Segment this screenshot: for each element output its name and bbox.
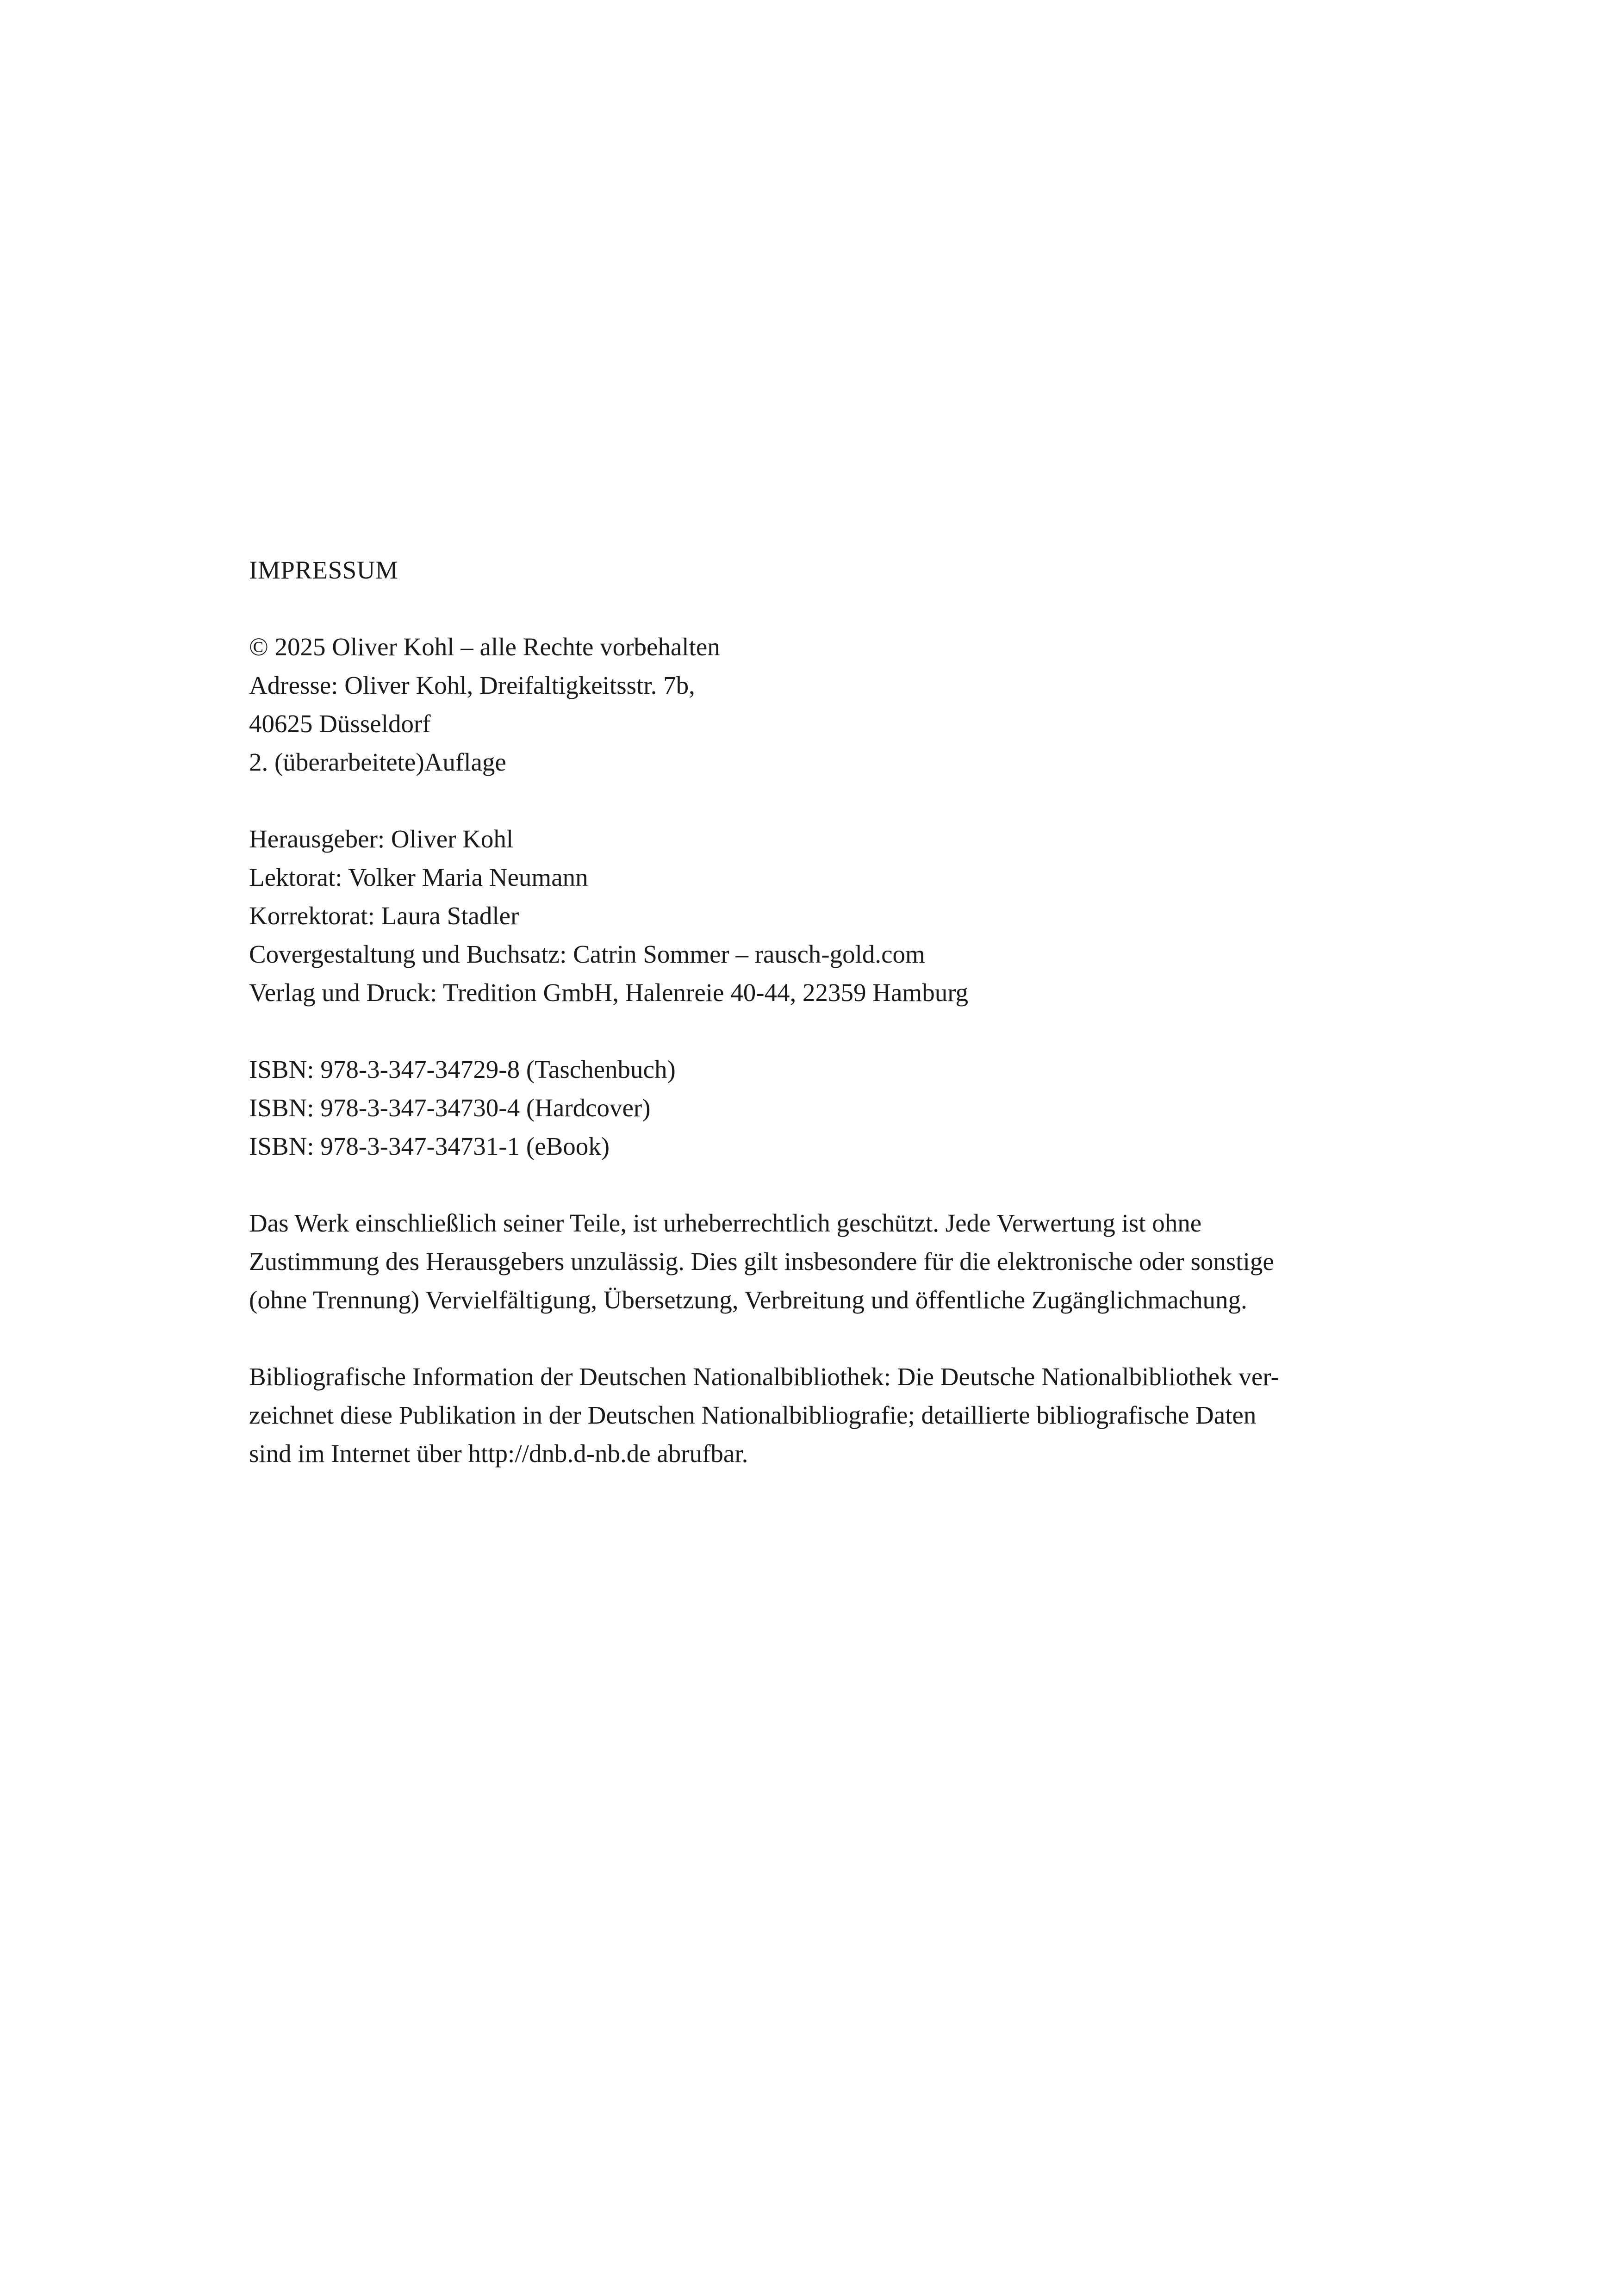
- edition-line: 2. (überarbeitete)Auflage: [249, 748, 506, 776]
- rights-line: Zustimmung des Herausgebers unzulässig. Dies gilt insbesondere für die elektronische oder sonstige: [249, 1247, 1274, 1276]
- credits-block: [249, 820, 1350, 1012]
- print-line: Verlag und Druck: Tredition GmbH, Halenreie 40-44, 22359 Hamburg: [249, 978, 969, 1007]
- isbn-hardcover: ISBN: 978-3-347-34730-4 (Hardcover): [249, 1094, 651, 1122]
- isbn-block: [249, 1050, 1350, 1165]
- copyright-block: [249, 628, 1350, 781]
- city-line: 40625 Düsseldorf: [249, 709, 431, 738]
- impressum-section: [249, 551, 1350, 1473]
- publisher-line: Herausgeber: Oliver Kohl: [249, 825, 514, 853]
- design-line: Covergestaltung und Buchsatz: Catrin Sommer – rausch-gold.com: [249, 940, 925, 968]
- dnb-line: Bibliografische Information der Deutschen Nationalbibliothek: Die Deutsche Nationalbibliothek ver-: [249, 1363, 1279, 1391]
- copyright-line: © 2025 Oliver Kohl – alle Rechte vorbehalten: [249, 633, 720, 661]
- rights-paragraph: [249, 1204, 1350, 1319]
- dnb-line: sind im Internet über http://dnb.d-nb.de abrufbar.: [249, 1439, 748, 1468]
- editor-line: Lektorat: Volker Maria Neumann: [249, 863, 588, 891]
- isbn-ebook: ISBN: 978-3-347-34731-1 (eBook): [249, 1132, 610, 1160]
- dnb-paragraph: [249, 1357, 1350, 1473]
- page-title: IMPRESSUM: [249, 556, 398, 584]
- dnb-line: zeichnet diese Publikation in der Deutschen Nationalbibliografie; detaillierte bibliografische Daten: [249, 1401, 1257, 1429]
- address-line: Adresse: Oliver Kohl, Dreifaltigkeitsstr. 7b,: [249, 671, 695, 699]
- isbn-paperback: ISBN: 978-3-347-34729-8 (Taschenbuch): [249, 1055, 676, 1083]
- rights-line: (ohne Trennung) Vervielfältigung, Übersetzung, Verbreitung und öffentliche Zugänglichmachung.: [249, 1286, 1247, 1314]
- proofreader-line: Korrektorat: Laura Stadler: [249, 902, 519, 930]
- rights-line: Das Werk einschließlich seiner Teile, ist urheberrechtlich geschützt. Jede Verwertung ist ohne: [249, 1209, 1202, 1237]
